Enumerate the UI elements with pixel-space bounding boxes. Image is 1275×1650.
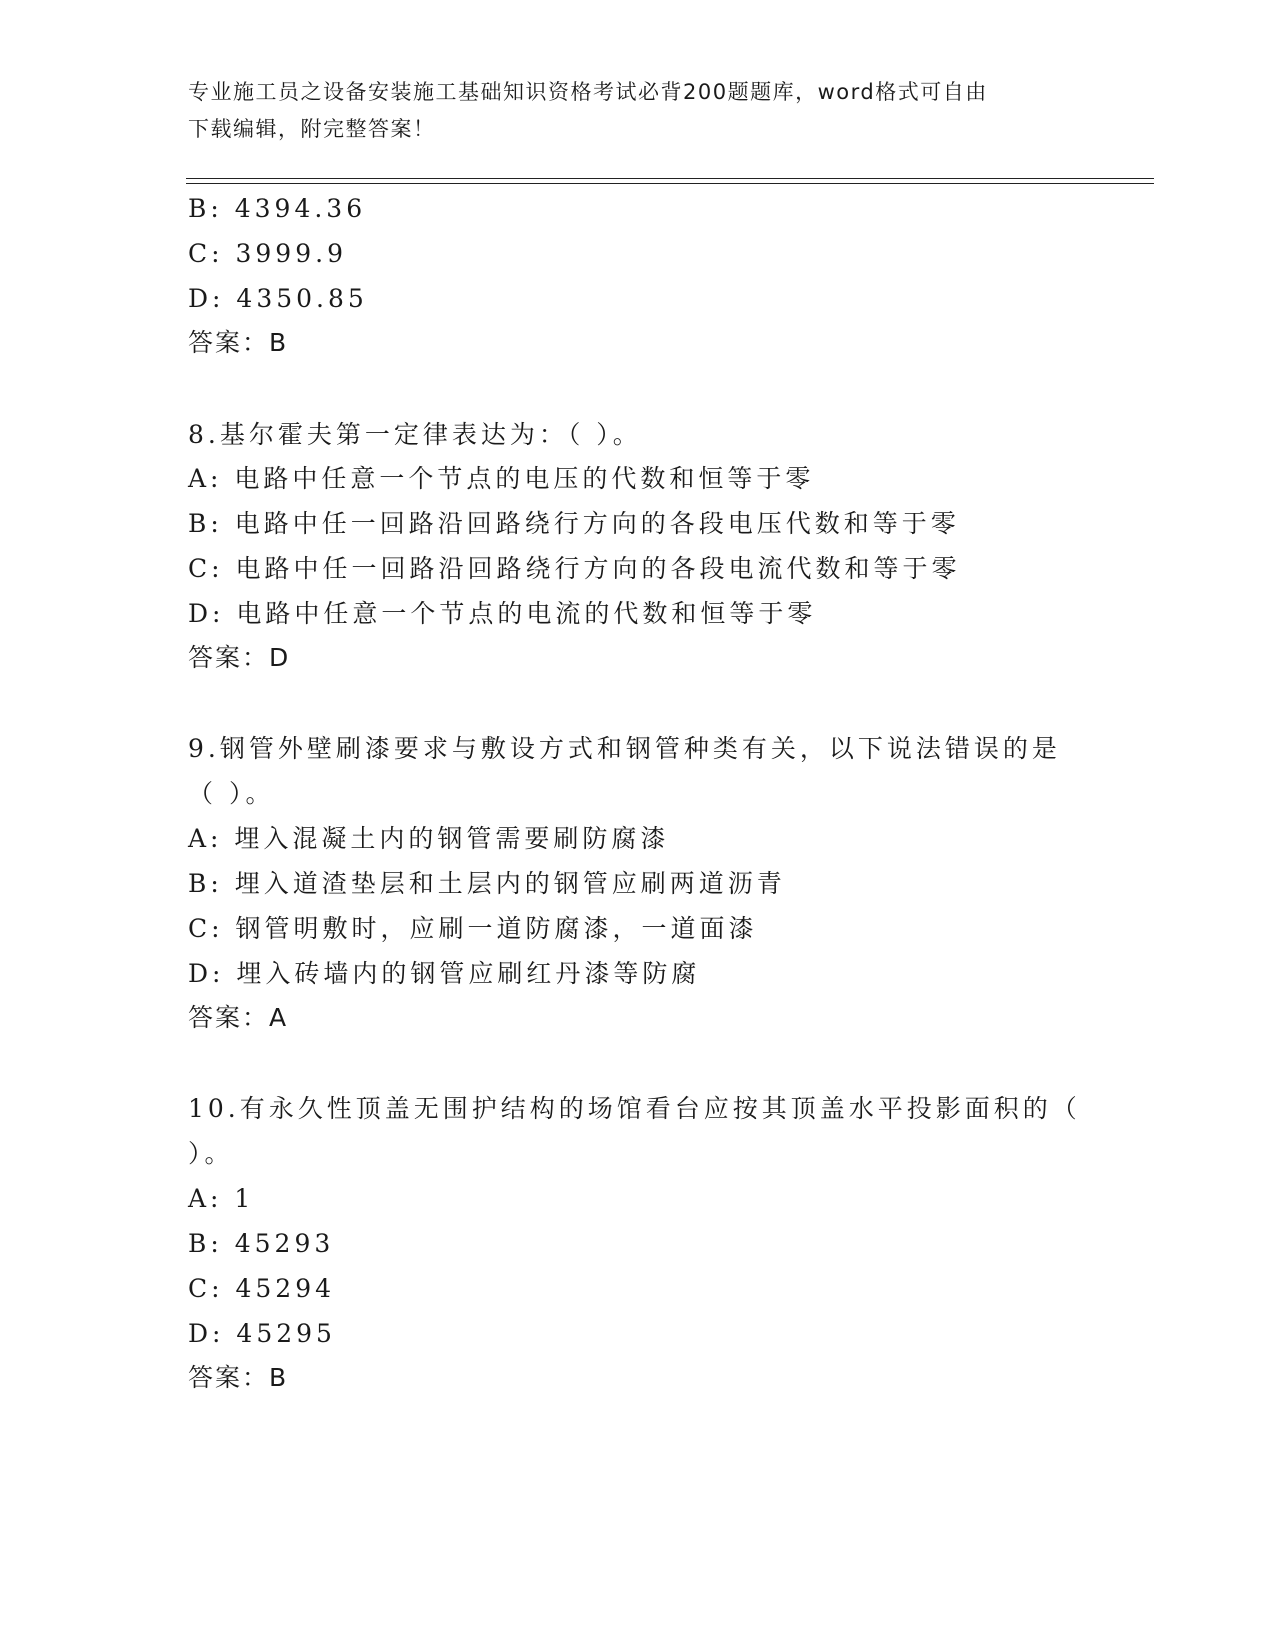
q10-answer: 答案：B xyxy=(188,1363,289,1392)
q9-option-a: A: 埋入混凝土内的钢管需要刷防腐漆 xyxy=(188,824,670,853)
q10-option-c: C: 45294 xyxy=(188,1274,336,1303)
q7-option-d: D: 4350.85 xyxy=(188,284,368,313)
q7-option-b: B: 4394.36 xyxy=(188,194,367,223)
q10-option-a: A: 1 xyxy=(188,1184,255,1213)
header-line-1: 专业施工员之设备安装施工基础知识资格考试必背200题题库，word格式可自由 xyxy=(188,80,988,104)
q8-answer: 答案：D xyxy=(188,643,291,672)
q8-option-b: B: 电路中任一回路沿回路绕行方向的各段电压代数和等于零 xyxy=(188,509,960,538)
q8-option-c: C: 电路中任一回路沿回路绕行方向的各段电流代数和等于零 xyxy=(188,554,961,583)
q9-option-b: B: 埋入道渣垫层和土层内的钢管应刷两道沥青 xyxy=(188,869,786,898)
document-header xyxy=(188,74,1078,148)
q10-question-line-1: 10.有永久性顶盖无围护结构的场馆看台应按其顶盖水平投影面积的（ xyxy=(188,1094,1081,1123)
header-rule-top xyxy=(186,178,1154,179)
q7-option-c: C: 3999.9 xyxy=(188,239,347,268)
header-rule-bottom xyxy=(186,183,1154,184)
q9-answer: 答案：A xyxy=(188,1003,289,1032)
q7-answer: 答案：B xyxy=(188,328,289,357)
q10-option-d: D: 45295 xyxy=(188,1319,336,1348)
q9-question-line-1: 9.钢管外壁刷漆要求与敷设方式和钢管种类有关，以下说法错误的是 xyxy=(188,734,1061,763)
q9-option-d: D: 埋入砖墙内的钢管应刷红丹漆等防腐 xyxy=(188,959,701,988)
q8-option-a: A: 电路中任意一个节点的电压的代数和恒等于零 xyxy=(188,464,815,493)
q8-option-d: D: 电路中任意一个节点的电流的代数和恒等于零 xyxy=(188,599,817,628)
header-line-2: 下载编辑，附完整答案！ xyxy=(188,117,436,141)
q9-question-line-2: （ ）。 xyxy=(188,779,275,808)
q10-option-b: B: 45293 xyxy=(188,1229,335,1258)
q10-question-line-2: ）。 xyxy=(188,1139,234,1168)
q8-question: 8.基尔霍夫第一定律表达为：（ ）。 xyxy=(188,420,642,449)
q9-option-c: C: 钢管明敷时，应刷一道防腐漆，一道面漆 xyxy=(188,914,758,943)
